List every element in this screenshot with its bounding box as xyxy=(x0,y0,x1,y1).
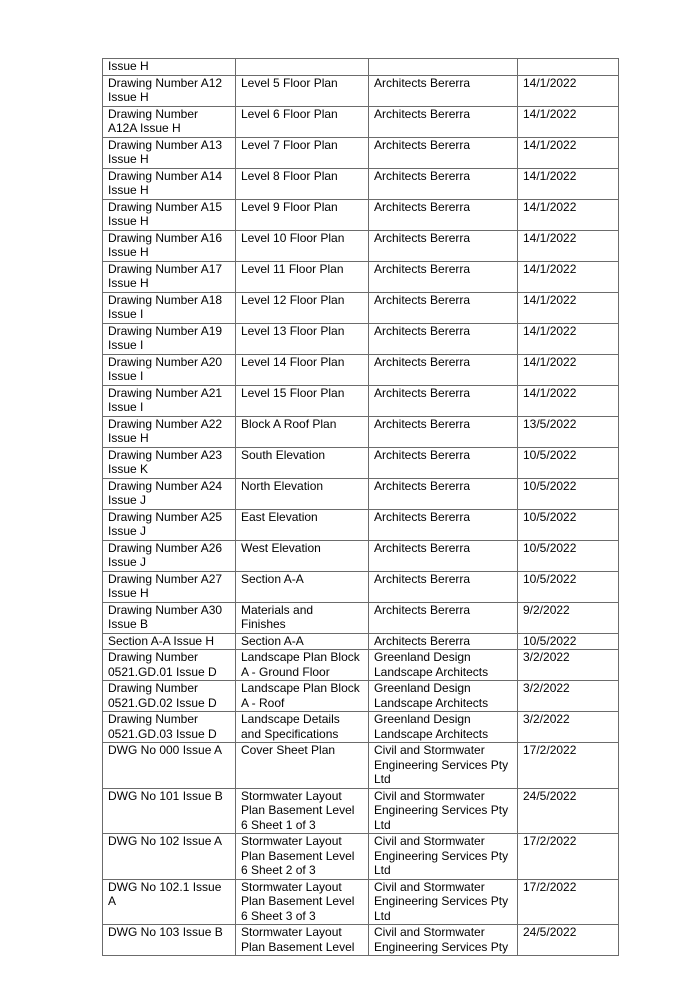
drawing-number-cell xyxy=(103,633,236,650)
consultant-cell-text: Civil and Stormwater Engineering Services Pty Ltd xyxy=(374,788,509,832)
date-cell-text: 10/5/2022 xyxy=(523,540,577,555)
drawing-title-cell-text: Level 11 Floor Plan xyxy=(241,261,344,276)
date-cell-text: 10/5/2022 xyxy=(523,633,577,648)
consultant-cell xyxy=(369,834,518,880)
date-cell-text: 10/5/2022 xyxy=(523,478,577,493)
drawing-number-cell-text: Drawing Number A30 Issue B xyxy=(108,602,223,631)
consultant-cell xyxy=(369,75,518,106)
drawing-title-cell-text: Landscape Plan Block A - Roof xyxy=(241,681,360,710)
date-cell-text: 14/1/2022 xyxy=(523,323,577,338)
consultant-cell xyxy=(369,416,518,447)
drawing-number-cell xyxy=(103,416,236,447)
consultant-cell-text: Architects Bererra xyxy=(374,106,471,121)
date-cell xyxy=(518,879,619,925)
date-cell-text: 3/2/2022 xyxy=(523,681,570,695)
drawing-title-cell xyxy=(236,168,369,199)
consultant-cell-text: Architects Bererra xyxy=(374,416,471,431)
drawing-number-cell-text: DWG No 102.1 Issue A xyxy=(108,879,222,908)
drawing-number-cell xyxy=(103,59,236,76)
table-row xyxy=(103,75,619,106)
consultant-cell-text: Architects Bererra xyxy=(374,633,471,648)
drawing-title-cell xyxy=(236,261,369,292)
date-cell xyxy=(518,602,619,633)
date-cell xyxy=(518,230,619,261)
table-row xyxy=(103,633,619,650)
drawing-number-cell-text: Drawing Number A15 Issue H xyxy=(108,199,223,228)
date-cell-text: 13/5/2022 xyxy=(523,416,577,431)
date-cell xyxy=(518,59,619,76)
drawing-number-cell xyxy=(103,354,236,385)
date-cell-text: 10/5/2022 xyxy=(523,571,577,586)
date-cell xyxy=(518,106,619,137)
table-row xyxy=(103,478,619,509)
consultant-cell xyxy=(369,106,518,137)
table-row xyxy=(103,168,619,199)
drawing-number-cell-text: Section A-A Issue H xyxy=(108,633,215,648)
drawing-title-cell-text: Level 6 Floor Plan xyxy=(241,106,338,121)
drawing-title-cell xyxy=(236,416,369,447)
date-cell xyxy=(518,385,619,416)
date-cell-text: 24/5/2022 xyxy=(523,788,577,803)
drawing-number-cell xyxy=(103,323,236,354)
consultant-cell xyxy=(369,509,518,540)
consultant-cell xyxy=(369,261,518,292)
date-cell xyxy=(518,712,619,743)
drawing-number-cell-text: Drawing Number A21 Issue I xyxy=(108,385,223,414)
drawing-number-cell xyxy=(103,261,236,292)
drawing-number-cell xyxy=(103,447,236,478)
consultant-cell-text: Architects Bererra xyxy=(374,199,471,214)
consultant-cell-text: Architects Bererra xyxy=(374,478,471,493)
date-cell xyxy=(518,633,619,650)
drawing-title-cell xyxy=(236,650,369,681)
drawing-number-cell-text: DWG No 103 Issue B xyxy=(108,925,223,939)
drawing-number-cell xyxy=(103,712,236,743)
table-row xyxy=(103,292,619,323)
consultant-cell-text: Architects Bererra xyxy=(374,323,471,338)
drawing-number-cell-text: Drawing Number A14 Issue H xyxy=(108,168,223,197)
consultant-cell-text: Civil and Stormwater Engineering Services Pty xyxy=(374,925,509,954)
drawing-number-cell-text: DWG No 102 Issue A xyxy=(108,834,223,848)
consultant-cell-text: Civil and Stormwater Engineering Services Pty Ltd xyxy=(374,834,509,877)
drawing-title-cell-text: East Elevation xyxy=(241,509,318,524)
date-cell-text: 14/1/2022 xyxy=(523,199,577,214)
drawing-title-cell xyxy=(236,925,369,956)
table-row xyxy=(103,385,619,416)
table-row xyxy=(103,925,619,956)
date-cell xyxy=(518,925,619,956)
consultant-cell xyxy=(369,650,518,681)
drawing-title-cell-text: Section A-A xyxy=(241,633,304,648)
drawing-title-cell-text: Level 8 Floor Plan xyxy=(241,168,338,183)
table-row xyxy=(103,788,619,834)
table-row xyxy=(103,509,619,540)
date-cell xyxy=(518,292,619,323)
drawing-number-cell xyxy=(103,75,236,106)
drawing-title-cell-text: Materials and Finishes xyxy=(241,602,314,631)
consultant-cell xyxy=(369,712,518,743)
drawing-title-cell-text: Stormwater Layout Plan Basement Level 6 Sheet 2 of 3 xyxy=(241,834,355,877)
date-cell-text: 17/2/2022 xyxy=(523,743,577,757)
drawing-number-cell xyxy=(103,509,236,540)
table-row xyxy=(103,602,619,633)
consultant-cell xyxy=(369,168,518,199)
consultant-cell-text: Greenland Design Landscape Architects xyxy=(374,650,489,679)
consultant-cell xyxy=(369,788,518,834)
consultant-cell xyxy=(369,571,518,602)
drawing-title-cell xyxy=(236,712,369,743)
drawing-title-cell-text: Level 9 Floor Plan xyxy=(241,199,338,214)
date-cell-text: 10/5/2022 xyxy=(523,447,577,462)
drawing-number-cell xyxy=(103,292,236,323)
drawing-number-cell xyxy=(103,925,236,956)
date-cell-text: 17/2/2022 xyxy=(523,879,577,894)
table-row xyxy=(103,681,619,712)
date-cell xyxy=(518,75,619,106)
drawing-number-cell xyxy=(103,743,236,789)
drawing-number-cell xyxy=(103,478,236,509)
date-cell xyxy=(518,447,619,478)
date-cell-text: 14/1/2022 xyxy=(523,292,577,307)
date-cell-text: 17/2/2022 xyxy=(523,834,577,848)
date-cell-text: 14/1/2022 xyxy=(523,106,577,121)
drawing-number-cell-text: Drawing Number A22 Issue H xyxy=(108,416,223,445)
table-row xyxy=(103,199,619,230)
date-cell-text: 14/1/2022 xyxy=(523,75,577,90)
drawing-title-cell-text: Level 14 Floor Plan xyxy=(241,354,345,369)
drawing-title-cell xyxy=(236,292,369,323)
drawing-number-cell xyxy=(103,879,236,925)
drawing-title-cell-text: Level 12 Floor Plan xyxy=(241,292,345,307)
table-row xyxy=(103,416,619,447)
consultant-cell-text: Architects Bererra xyxy=(374,230,471,245)
drawing-title-cell xyxy=(236,199,369,230)
drawing-title-cell-text: Level 7 Floor Plan xyxy=(241,137,338,152)
table-body xyxy=(103,59,619,956)
consultant-cell-text: Civil and Stormwater Engineering Services Pty Ltd xyxy=(374,743,509,786)
drawing-number-cell-text: Drawing Number A26 Issue J xyxy=(108,540,223,569)
drawing-number-cell xyxy=(103,650,236,681)
date-cell xyxy=(518,650,619,681)
drawing-title-cell-text: Stormwater Layout Plan Basement Level 6 Sheet 3 of 3 xyxy=(241,879,355,923)
drawing-number-cell-text: Drawing Number 0521.GD.03 Issue D xyxy=(108,712,217,741)
date-cell xyxy=(518,540,619,571)
consultant-cell-text: Civil and Stormwater Engineering Services Pty Ltd xyxy=(374,879,509,923)
consultant-cell-text: Architects Bererra xyxy=(374,602,471,617)
table-row xyxy=(103,743,619,789)
drawing-title-cell-text: Landscape Details and Specifications xyxy=(241,712,340,741)
date-cell-text: 14/1/2022 xyxy=(523,385,577,400)
consultant-cell-text: Architects Bererra xyxy=(374,447,471,462)
consultant-cell-text: Architects Bererra xyxy=(374,292,471,307)
drawing-title-cell xyxy=(236,323,369,354)
date-cell-text: 14/1/2022 xyxy=(523,354,577,369)
date-cell-text: 14/1/2022 xyxy=(523,137,577,152)
consultant-cell xyxy=(369,879,518,925)
drawing-title-cell-text: Block A Roof Plan xyxy=(241,416,337,431)
consultant-cell-text: Architects Bererra xyxy=(374,509,471,524)
table-row xyxy=(103,261,619,292)
drawing-number-cell xyxy=(103,571,236,602)
date-cell xyxy=(518,478,619,509)
drawing-number-cell-text: Drawing Number A17 Issue H xyxy=(108,261,223,290)
table-row xyxy=(103,650,619,681)
drawing-title-cell xyxy=(236,230,369,261)
consultant-cell-text: Architects Bererra xyxy=(374,261,471,276)
date-cell xyxy=(518,509,619,540)
drawing-number-cell-text: DWG No 000 Issue A xyxy=(108,743,223,757)
table-row xyxy=(103,354,619,385)
drawing-title-cell xyxy=(236,633,369,650)
consultant-cell xyxy=(369,633,518,650)
consultant-cell xyxy=(369,602,518,633)
date-cell xyxy=(518,137,619,168)
date-cell xyxy=(518,354,619,385)
drawing-number-cell xyxy=(103,168,236,199)
drawing-number-cell xyxy=(103,540,236,571)
drawing-number-cell-text: Drawing Number A18 Issue I xyxy=(108,292,223,321)
drawing-number-cell-text: Drawing Number A12 Issue H xyxy=(108,75,223,104)
drawing-number-cell xyxy=(103,199,236,230)
table-row xyxy=(103,230,619,261)
consultant-cell xyxy=(369,323,518,354)
drawing-number-cell xyxy=(103,834,236,880)
drawing-title-cell-text: Level 13 Floor Plan xyxy=(241,323,345,338)
drawing-title-cell xyxy=(236,106,369,137)
drawing-number-cell-text: DWG No 101 Issue B xyxy=(108,788,223,803)
date-cell-text: 9/2/2022 xyxy=(523,602,570,617)
drawing-title-cell-text: West Elevation xyxy=(241,540,321,555)
drawing-number-cell-text: Drawing Number 0521.GD.02 Issue D xyxy=(108,681,217,710)
date-cell xyxy=(518,571,619,602)
drawing-title-cell xyxy=(236,447,369,478)
consultant-cell xyxy=(369,59,518,76)
drawing-number-cell-text: Drawing Number A16 Issue H xyxy=(108,230,223,259)
consultant-cell xyxy=(369,743,518,789)
drawing-title-cell xyxy=(236,354,369,385)
consultant-cell-text: Greenland Design Landscape Architects xyxy=(374,681,489,710)
date-cell-text: 14/1/2022 xyxy=(523,230,577,245)
drawing-title-cell-text: South Elevation xyxy=(241,447,326,462)
table-row xyxy=(103,323,619,354)
consultant-cell-text: Architects Bererra xyxy=(374,540,471,555)
drawing-title-cell xyxy=(236,478,369,509)
drawing-title-cell xyxy=(236,59,369,76)
drawing-title-cell-text: Level 5 Floor Plan xyxy=(241,75,338,90)
consultant-cell xyxy=(369,447,518,478)
table-row xyxy=(103,447,619,478)
table-row xyxy=(103,59,619,76)
drawing-title-cell xyxy=(236,509,369,540)
date-cell xyxy=(518,681,619,712)
drawing-number-cell-text: Drawing Number A19 Issue I xyxy=(108,323,223,352)
drawing-number-cell-text: Drawing Number A13 Issue H xyxy=(108,137,223,166)
drawing-title-cell-text: Cover Sheet Plan xyxy=(241,743,336,757)
table-row xyxy=(103,571,619,602)
consultant-cell xyxy=(369,354,518,385)
table-row xyxy=(103,137,619,168)
table-row xyxy=(103,540,619,571)
drawing-number-cell-text: Drawing Number A12A Issue H xyxy=(108,106,199,135)
consultant-cell xyxy=(369,540,518,571)
drawing-title-cell xyxy=(236,385,369,416)
drawing-title-cell xyxy=(236,137,369,168)
consultant-cell-text: Architects Bererra xyxy=(374,137,471,152)
consultant-cell-text: Architects Bererra xyxy=(374,571,471,586)
date-cell-text: 14/1/2022 xyxy=(523,261,577,276)
drawing-title-cell xyxy=(236,75,369,106)
consultant-cell xyxy=(369,925,518,956)
drawing-number-cell-text: Drawing Number A25 Issue J xyxy=(108,509,223,538)
drawing-number-cell-text: Drawing Number A24 Issue J xyxy=(108,478,223,507)
consultant-cell xyxy=(369,137,518,168)
drawing-title-cell-text: Section A-A xyxy=(241,571,304,586)
drawing-number-cell xyxy=(103,385,236,416)
date-cell xyxy=(518,416,619,447)
date-cell xyxy=(518,788,619,834)
date-cell-text: 3/2/2022 xyxy=(523,650,570,664)
drawing-title-cell-text: Level 10 Floor Plan xyxy=(241,230,345,245)
consultant-cell xyxy=(369,230,518,261)
date-cell-text: 14/1/2022 xyxy=(523,168,577,183)
drawing-number-cell-text: Issue H xyxy=(108,59,149,73)
consultant-cell-text: Architects Bererra xyxy=(374,168,471,183)
drawing-title-cell-text: Landscape Plan Block A - Ground Floor xyxy=(241,650,360,679)
drawing-title-cell xyxy=(236,571,369,602)
drawing-number-cell xyxy=(103,137,236,168)
consultant-cell-text: Architects Bererra xyxy=(374,354,471,369)
date-cell xyxy=(518,743,619,789)
consultant-cell xyxy=(369,385,518,416)
consultant-cell xyxy=(369,199,518,230)
consultant-cell-text: Greenland Design Landscape Architects xyxy=(374,712,489,741)
date-cell xyxy=(518,199,619,230)
date-cell xyxy=(518,323,619,354)
date-cell xyxy=(518,261,619,292)
drawings-table xyxy=(102,58,619,956)
consultant-cell xyxy=(369,292,518,323)
drawing-title-cell xyxy=(236,879,369,925)
consultant-cell xyxy=(369,478,518,509)
drawing-title-cell-text: Stormwater Layout Plan Basement Level 6 Sheet 1 of 3 xyxy=(241,788,355,832)
date-cell xyxy=(518,834,619,880)
drawing-title-cell-text: Level 15 Floor Plan xyxy=(241,385,345,400)
drawing-title-cell xyxy=(236,602,369,633)
date-cell-text: 24/5/2022 xyxy=(523,925,577,939)
drawing-number-cell xyxy=(103,230,236,261)
drawing-number-cell-text: Drawing Number A27 Issue H xyxy=(108,571,223,600)
table-row xyxy=(103,879,619,925)
drawing-title-cell-text: Stormwater Layout Plan Basement Level xyxy=(241,925,355,954)
date-cell-text: 10/5/2022 xyxy=(523,509,577,524)
drawing-number-cell xyxy=(103,681,236,712)
drawing-number-cell-text: Drawing Number A20 Issue I xyxy=(108,354,223,383)
table-row xyxy=(103,106,619,137)
drawing-number-cell-text: Drawing Number 0521.GD.01 Issue D xyxy=(108,650,217,679)
consultant-cell-text: Architects Bererra xyxy=(374,75,471,90)
drawing-title-cell xyxy=(236,834,369,880)
drawing-title-cell xyxy=(236,743,369,789)
date-cell-text: 3/2/2022 xyxy=(523,712,570,726)
consultant-cell xyxy=(369,681,518,712)
date-cell xyxy=(518,168,619,199)
drawing-number-cell xyxy=(103,106,236,137)
table-row xyxy=(103,712,619,743)
table-row xyxy=(103,834,619,880)
drawing-title-cell xyxy=(236,540,369,571)
consultant-cell-text: Architects Bererra xyxy=(374,385,471,400)
drawing-title-cell xyxy=(236,681,369,712)
drawing-number-cell xyxy=(103,788,236,834)
drawing-title-cell-text: North Elevation xyxy=(241,478,324,493)
drawing-number-cell xyxy=(103,602,236,633)
drawing-number-cell-text: Drawing Number A23 Issue K xyxy=(108,447,223,476)
drawing-title-cell xyxy=(236,788,369,834)
